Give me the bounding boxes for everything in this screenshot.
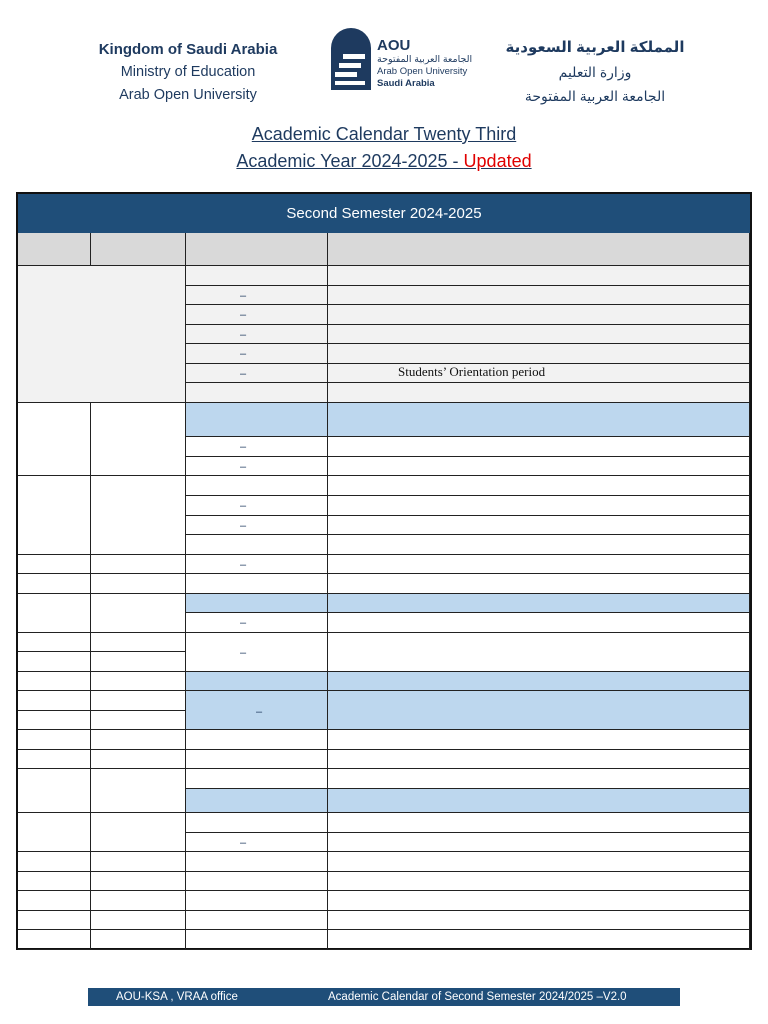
table-cell (186, 286, 328, 305)
table-cell (328, 613, 750, 633)
table-cell (186, 266, 328, 286)
table-cell (91, 476, 186, 555)
table-cell (91, 911, 186, 930)
table-cell (328, 437, 750, 457)
header-country-en: Kingdom of Saudi Arabia (98, 41, 278, 58)
table-cell (18, 594, 91, 633)
logo-text (377, 38, 472, 90)
date-dash: – (240, 290, 247, 302)
table-cell (18, 813, 91, 852)
table-cell (91, 403, 186, 476)
table-cell (18, 574, 91, 594)
column-header-cell (328, 233, 750, 266)
table-cell (91, 574, 186, 594)
date-dash: – (240, 329, 247, 341)
table-cell (328, 911, 750, 930)
table-cell (186, 383, 328, 403)
date-dash: – (256, 706, 263, 718)
date-dash: – (240, 520, 247, 532)
table-cell (91, 891, 186, 911)
table-cell (91, 652, 186, 672)
table-cell (91, 769, 186, 813)
table-cell (18, 852, 91, 872)
date-dash: – (240, 559, 247, 571)
table-cell (18, 891, 91, 911)
table-cell (18, 930, 91, 950)
logo-country: Saudi Arabia (377, 78, 435, 89)
table-cell (328, 594, 750, 613)
aou-logo (331, 28, 491, 94)
table-cell (328, 730, 750, 750)
table-cell (328, 833, 750, 852)
table-cell (91, 555, 186, 574)
table-cell (186, 911, 328, 930)
date-dash: – (240, 617, 247, 629)
table-cell (328, 769, 750, 789)
date-dash: – (240, 647, 247, 659)
table-cell (18, 691, 91, 711)
header-ministry-en: Ministry of Education (120, 64, 256, 80)
table-cell (186, 325, 328, 344)
table-cell (18, 633, 91, 652)
table-cell (328, 286, 750, 305)
table-cell (186, 476, 328, 496)
table-cell (328, 344, 750, 364)
table-cell (186, 633, 328, 672)
header-right-block (500, 36, 690, 108)
table-cell (186, 613, 328, 633)
table-cell (328, 403, 750, 437)
table-cell (186, 305, 328, 325)
table-cell (186, 852, 328, 872)
table-cell (91, 930, 186, 950)
table-cell (18, 672, 91, 691)
table-cell (186, 555, 328, 574)
column-header-cell (91, 233, 186, 266)
table-cell (186, 891, 328, 911)
column-header-cell (186, 233, 328, 266)
table-cell (18, 476, 91, 555)
table-cell (91, 750, 186, 769)
table-cell (328, 672, 750, 691)
table-cell (328, 891, 750, 911)
document-title: Academic Calendar Twenty Third (251, 124, 517, 144)
table-cell (18, 555, 91, 574)
date-dash: – (240, 368, 247, 380)
table-cell (186, 496, 328, 516)
orientation-merged-cell (18, 266, 186, 403)
table-cell (186, 594, 328, 613)
table-cell (18, 711, 91, 730)
table-cell (18, 652, 91, 672)
table-cell (186, 789, 328, 813)
date-dash: – (240, 348, 247, 360)
table-cell (328, 457, 750, 476)
header-left-block (90, 38, 286, 107)
table-cell (328, 383, 750, 403)
table-cell (328, 789, 750, 813)
table-cell (186, 535, 328, 555)
table-cell (186, 344, 328, 364)
footer-document: Academic Calendar of Second Semester 2024/2025 –V2.0 (328, 991, 627, 1003)
table-cell (186, 457, 328, 476)
footer-office: AOU-KSA , VRAA office (116, 991, 238, 1003)
table-cell (328, 691, 750, 730)
table-cell (328, 574, 750, 594)
table-cell (186, 769, 328, 789)
date-dash: – (240, 837, 247, 849)
table-cell (18, 403, 91, 476)
header-university-en: Arab Open University (119, 87, 257, 103)
calendar-table (16, 192, 752, 950)
table-cell (186, 833, 328, 852)
updated-label: Updated (463, 151, 532, 171)
header-university-ar: الجامعة العربية المفتوحة (524, 88, 666, 104)
logo-arabic: الجامعة العربية المفتوحة (377, 54, 473, 65)
column-header-cell (18, 233, 91, 266)
table-cell (186, 437, 328, 457)
table-cell (328, 496, 750, 516)
date-dash: – (240, 500, 247, 512)
header-ministry-ar: وزارة التعليم (558, 64, 632, 80)
date-dash: – (240, 309, 247, 321)
table-cell (91, 691, 186, 711)
table-cell (186, 516, 328, 535)
table-cell (18, 750, 91, 769)
table-cell (186, 403, 328, 437)
table-cell (91, 872, 186, 891)
table-cell (18, 911, 91, 930)
logo-abbr: AOU (377, 37, 411, 54)
table-cell (186, 574, 328, 594)
table-cell (328, 266, 750, 286)
header-country-ar: المملكة العربية السعودية (505, 39, 685, 56)
footer-bar (88, 988, 680, 1006)
table-cell (328, 750, 750, 769)
table-cell (328, 325, 750, 344)
table-cell (328, 930, 750, 950)
table-cell (328, 305, 750, 325)
table-cell (186, 872, 328, 891)
orientation-period-label: Students’ Orientation period (398, 364, 546, 379)
table-cell (91, 813, 186, 852)
table-cell (328, 872, 750, 891)
table-cell (328, 516, 750, 535)
table-cell (186, 930, 328, 950)
table-cell (91, 852, 186, 872)
date-dash: – (240, 461, 247, 473)
table-cell (18, 730, 91, 750)
table-cell (328, 633, 750, 672)
table-cell (328, 476, 750, 496)
table-cell (91, 730, 186, 750)
table-cell (186, 730, 328, 750)
table-cell (328, 555, 750, 574)
table-cell (186, 750, 328, 769)
table-cell (186, 364, 328, 383)
table-cell (18, 769, 91, 813)
table-cell (91, 594, 186, 633)
semester-header: Second Semester 2024-2025 (18, 194, 750, 234)
document-subtitle (0, 151, 768, 172)
table-cell (91, 672, 186, 691)
table-cell (91, 633, 186, 652)
table-cell (186, 672, 328, 691)
table-cell (328, 535, 750, 555)
aou-logo-icon (331, 28, 371, 90)
logo-english: Arab Open University (377, 66, 468, 77)
table-cell (18, 872, 91, 891)
date-dash: – (240, 441, 247, 453)
table-cell (328, 852, 750, 872)
table-cell (91, 711, 186, 730)
table-cell (186, 813, 328, 833)
subtitle-text: Academic Year 2024-2025 - (236, 151, 464, 171)
table-cell (328, 813, 750, 833)
